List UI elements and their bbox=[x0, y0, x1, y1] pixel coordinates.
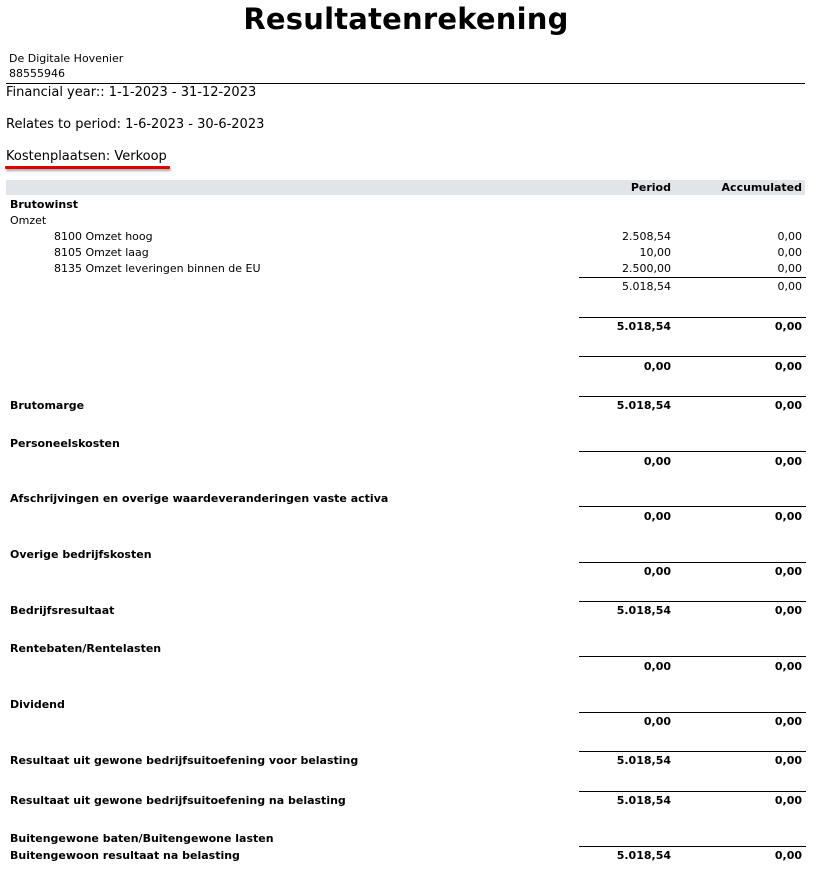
row-label: Omzet bbox=[10, 214, 47, 227]
period-value: 0,00 bbox=[643, 510, 671, 523]
period-value: 5.018,54 bbox=[616, 604, 671, 617]
table-row bbox=[6, 197, 805, 212]
accumulated-value: 0,00 bbox=[777, 262, 802, 275]
accumulated-value: 0,00 bbox=[777, 230, 802, 243]
table-row bbox=[6, 659, 805, 674]
column-header-period: Period bbox=[630, 181, 671, 194]
table-row bbox=[6, 753, 805, 768]
period-value: 0,00 bbox=[643, 455, 671, 468]
period-value: 0,00 bbox=[643, 565, 671, 578]
subtotal-rule bbox=[579, 506, 806, 507]
table-row bbox=[6, 641, 805, 656]
report-title: Resultatenrekening bbox=[243, 2, 569, 36]
subtotal-rule bbox=[579, 562, 806, 563]
row-label: Personeelskosten bbox=[10, 437, 120, 450]
subtotal-rule bbox=[579, 791, 806, 792]
row-label: 8105 Omzet laag bbox=[54, 246, 149, 259]
accumulated-value: 0,00 bbox=[777, 280, 802, 293]
table-row bbox=[6, 279, 805, 294]
subtotal-rule bbox=[579, 846, 806, 847]
row-label: Resultaat uit gewone bedrijfsuitoefening na belasting bbox=[10, 794, 346, 807]
row-label: Buitengewone baten/Buitengewone lasten bbox=[10, 832, 274, 845]
table-row bbox=[6, 261, 805, 276]
subtotal-rule bbox=[579, 451, 806, 452]
accumulated-value: 0,00 bbox=[774, 715, 802, 728]
subtotal-rule bbox=[579, 712, 806, 713]
table-row bbox=[6, 245, 805, 260]
accumulated-value: 0,00 bbox=[774, 754, 802, 767]
period-value: 5.018,54 bbox=[622, 280, 671, 293]
period-value: 5.018,54 bbox=[616, 849, 671, 862]
accumulated-value: 0,00 bbox=[774, 849, 802, 862]
red-highlight-underline bbox=[5, 166, 170, 169]
row-label: Afschrijvingen en overige waardeveranderingen vaste activa bbox=[10, 492, 389, 505]
row-label: Buitengewoon resultaat na belasting bbox=[10, 849, 240, 862]
column-header-accumulated: Accumulated bbox=[721, 181, 802, 194]
accumulated-value: 0,00 bbox=[774, 565, 802, 578]
table-row bbox=[6, 564, 805, 579]
accumulated-value: 0,00 bbox=[774, 455, 802, 468]
company-number: 88555946 bbox=[9, 67, 65, 80]
accumulated-value: 0,00 bbox=[774, 360, 802, 373]
table-row bbox=[6, 603, 805, 618]
period-value: 0,00 bbox=[643, 360, 671, 373]
company-name: De Digitale Hovenier bbox=[9, 52, 124, 65]
row-label: Rentebaten/Rentelasten bbox=[10, 642, 162, 655]
row-label: Resultaat uit gewone bedrijfsuitoefening voor belasting bbox=[10, 754, 359, 767]
cost-center: Kostenplaatsen: Verkoop bbox=[6, 149, 167, 164]
accumulated-value: 0,00 bbox=[774, 660, 802, 673]
accumulated-value: 0,00 bbox=[774, 320, 802, 333]
table-row bbox=[6, 714, 805, 729]
row-label: Overige bedrijfskosten bbox=[10, 548, 152, 561]
period-value: 5.018,54 bbox=[616, 794, 671, 807]
table-row bbox=[6, 848, 805, 863]
accumulated-value: 0,00 bbox=[774, 794, 802, 807]
table-row bbox=[6, 229, 805, 244]
table-row bbox=[6, 547, 805, 562]
period-value: 5.018,54 bbox=[616, 399, 671, 412]
period-value: 0,00 bbox=[643, 715, 671, 728]
table-row bbox=[6, 359, 805, 374]
table-row bbox=[6, 697, 805, 712]
accumulated-value: 0,00 bbox=[777, 246, 802, 259]
table-row bbox=[6, 213, 805, 228]
row-label: Dividend bbox=[10, 698, 65, 711]
subtotal-rule bbox=[579, 396, 806, 397]
company-info bbox=[9, 51, 123, 81]
period-value: 2.508,54 bbox=[622, 230, 671, 243]
subtotal-rule bbox=[579, 751, 806, 752]
subtotal-rule bbox=[579, 601, 806, 602]
accumulated-value: 0,00 bbox=[774, 604, 802, 617]
row-label: 8100 Omzet hoog bbox=[54, 230, 153, 243]
row-label: Brutowinst bbox=[10, 198, 79, 211]
table-header bbox=[6, 180, 805, 195]
subtotal-rule bbox=[579, 277, 806, 278]
reporting-period: Relates to period: 1-6-2023 - 30-6-2023 bbox=[6, 117, 265, 132]
subtotal-rule bbox=[579, 356, 806, 357]
period-value: 0,00 bbox=[643, 660, 671, 673]
subtotal-rule bbox=[579, 656, 806, 657]
row-label: 8135 Omzet leveringen binnen de EU bbox=[54, 262, 261, 275]
table-row bbox=[6, 454, 805, 469]
row-label: Brutomarge bbox=[10, 399, 85, 412]
header-divider bbox=[6, 83, 805, 84]
accumulated-value: 0,00 bbox=[774, 399, 802, 412]
table-row bbox=[6, 831, 805, 846]
subtotal-rule bbox=[579, 317, 806, 318]
table-row bbox=[6, 793, 805, 808]
accumulated-value: 0,00 bbox=[774, 510, 802, 523]
period-value: 2.500,00 bbox=[622, 262, 671, 275]
table-row bbox=[6, 319, 805, 334]
period-value: 5.018,54 bbox=[616, 320, 671, 333]
period-value: 10,00 bbox=[639, 246, 671, 259]
table-row bbox=[6, 491, 805, 506]
table-row bbox=[6, 436, 805, 451]
table-row bbox=[6, 509, 805, 524]
table-row bbox=[6, 398, 805, 413]
period-value: 5.018,54 bbox=[616, 754, 671, 767]
row-label: Bedrijfsresultaat bbox=[10, 604, 115, 617]
financial-year: Financial year:: 1-1-2023 - 31-12-2023 bbox=[6, 85, 257, 100]
